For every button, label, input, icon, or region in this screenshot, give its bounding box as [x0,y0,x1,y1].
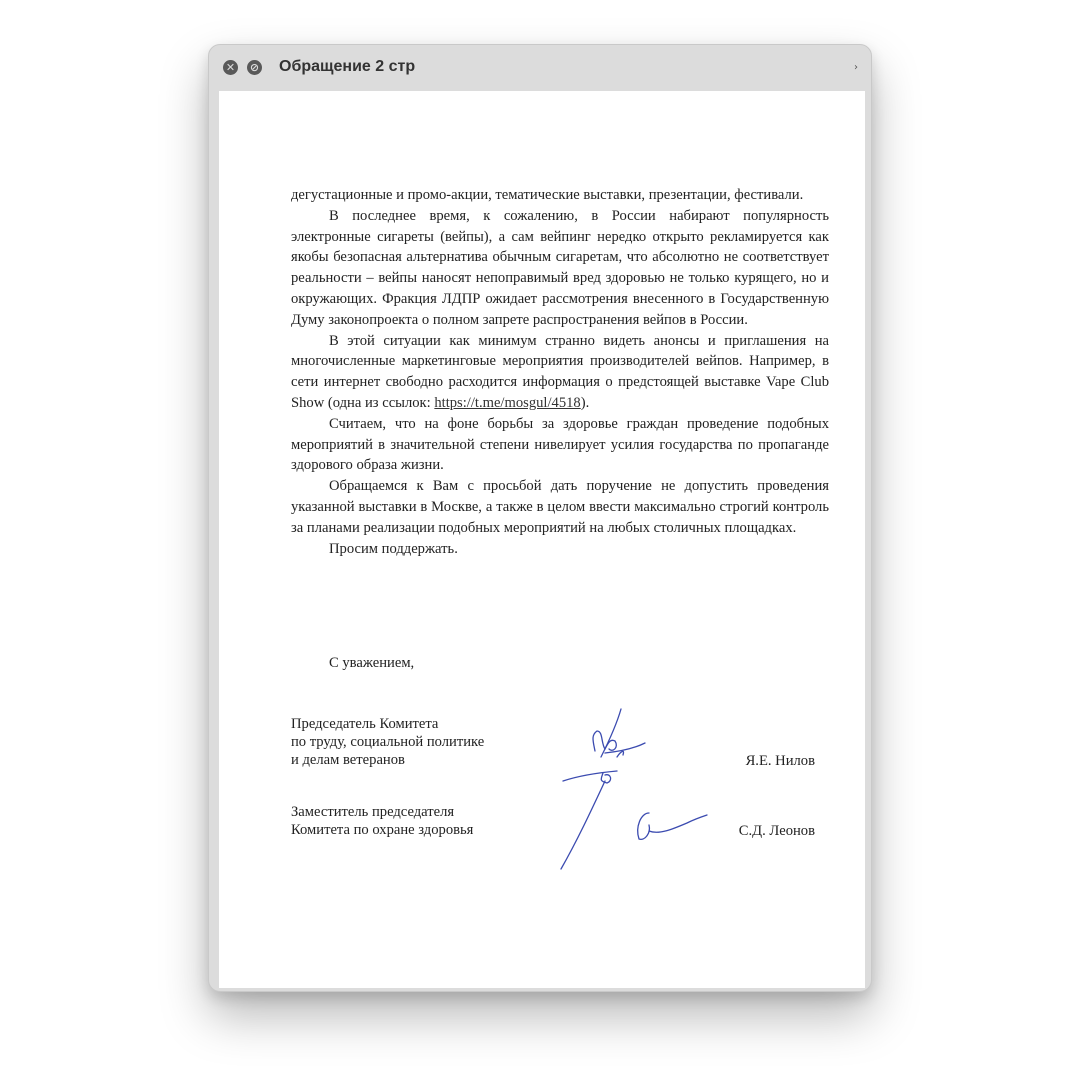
paragraph-text: В этой ситуации как минимум странно видеть анонсы и приглашения на многочисленные маркетинговые мероприятия производителей вейпов. Например, в сети интернет свободно расходится информация о предстоящей выставке Vape Club Show (одна из ссылок: [291,332,829,411]
signatory1-position [291,715,484,769]
close-icon[interactable]: ✕ [223,60,238,75]
position-line: Комитета по охране здоровья [291,822,474,838]
document-window [208,44,872,992]
position-line: Заместитель председателя [291,804,455,820]
position-line: и делам ветеранов [291,752,405,768]
signatory1-name: Я.Е. Нилов [745,753,815,769]
position-line: по труду, социальной политике [291,734,485,750]
paragraph: Считаем, что на фоне борьбы за здоровье граждан проведение подобных мероприятий в значительной степени нивелирует усилия государства по пропаганде здорового образа жизни. [291,415,829,474]
letter-body [291,185,829,559]
position-line: Председатель Комитета [291,716,439,732]
window-title: Обращение 2 стр [279,58,416,75]
paragraph-with-link [291,331,829,414]
handwritten-signatures [555,701,715,871]
paragraph: дегустационные и промо-акции, тематические выставки, презентации, фестивали. [291,187,804,203]
minimize-icon[interactable]: ⊘ [247,60,262,75]
signatory2-position [291,803,473,839]
document-page [219,91,865,988]
paragraph: В последнее время, к сожалению, в России набирают популярность электронные сигареты (вейпы), а сам вейпинг нередко открыто рекламируется как якобы безопасная альтернатива обычным сигаретам, что абсолютно не соответствует реальности – вейпы наносят непоправимый вред здоровью не только курящего, но и окружающих. Фракция ЛДПР ожидает рассмотрения внесенного в Государственную Думу законопроекта о полном запрете распространения вейпов в России. [291,207,829,328]
signatory2-name: С.Д. Леонов [738,823,815,839]
paragraph: Обращаемся к Вам с просьбой дать поручение не допустить проведения указанной выставки в Москве, а также в целом ввести максимально строгий контроль за планами реализации подобных мероприятий на любых столичных площадках. [291,478,829,536]
telegram-link[interactable]: https://t.me/mosgul/4518 [434,394,581,411]
paragraph-text: ). [580,394,590,411]
chevron-right-icon[interactable]: › [854,62,858,73]
closing-salutation: С уважением, [329,655,415,671]
paragraph: Просим поддержать. [329,540,458,557]
title-bar [209,45,871,91]
